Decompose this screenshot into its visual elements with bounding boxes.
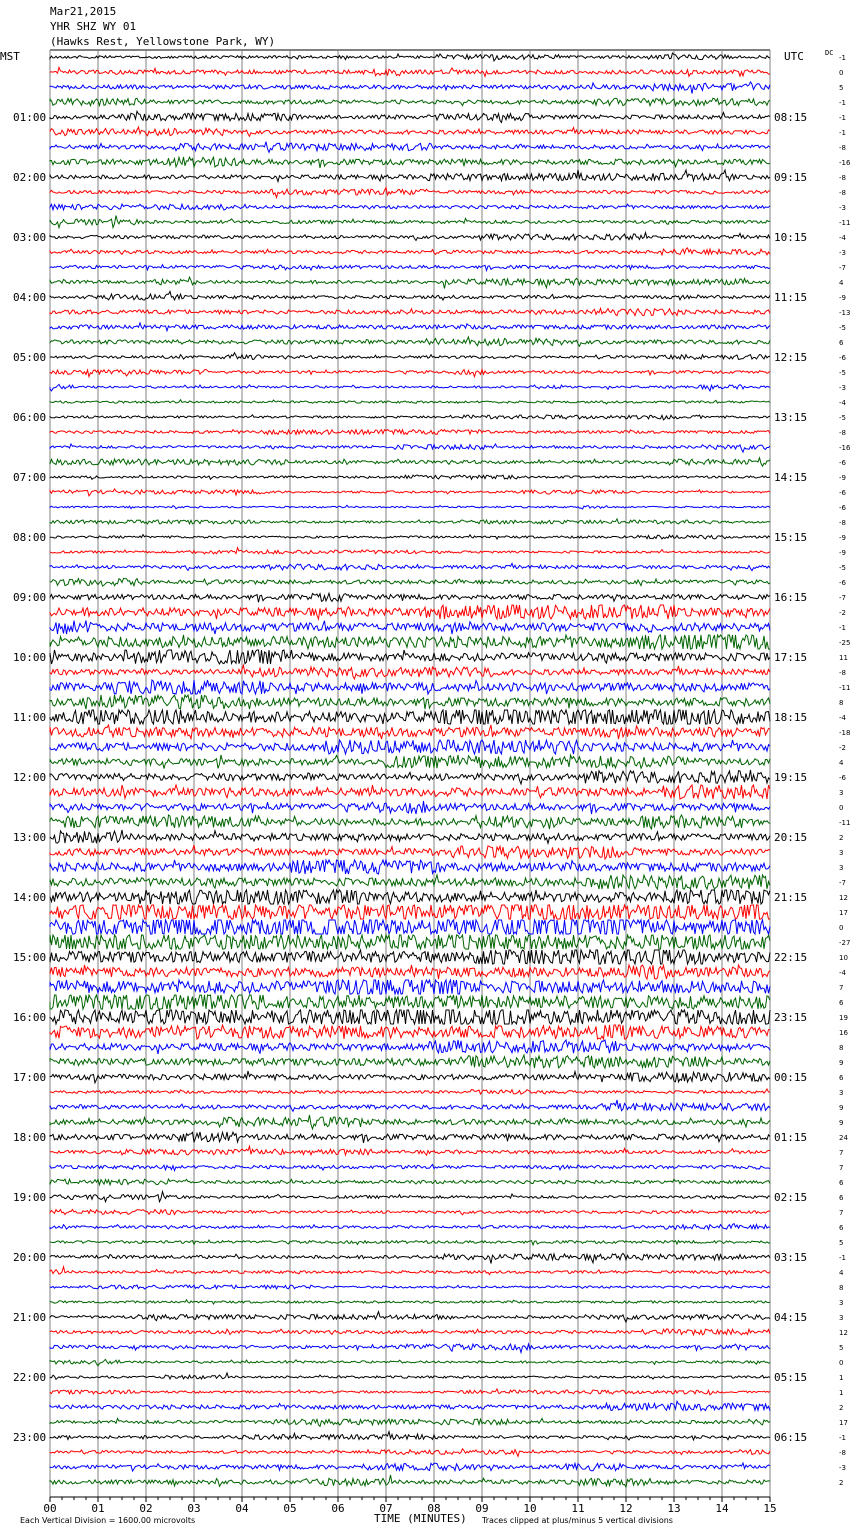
x-tick-label: 12 — [619, 1502, 633, 1515]
seismic-trace — [50, 308, 770, 315]
seismic-trace — [50, 1040, 770, 1054]
x-tick-label: 00 — [43, 1502, 57, 1515]
dc-offset-value: -3 — [839, 204, 846, 212]
left-hour-label: 22:00 — [13, 1371, 47, 1384]
left-hour-label: 13:00 — [13, 831, 47, 844]
seismic-trace — [50, 67, 770, 76]
seismic-trace — [50, 875, 770, 889]
seismic-trace — [50, 157, 770, 168]
dc-offset-value: 3 — [839, 789, 844, 797]
seismic-trace — [50, 995, 770, 1009]
right-hour-label: 22:15 — [774, 951, 808, 964]
dc-offset-value: 9 — [839, 1059, 844, 1067]
dc-offset-value: -2 — [839, 744, 846, 752]
left-hour-label: 09:00 — [13, 591, 47, 604]
left-hour-label: 20:00 — [13, 1251, 47, 1264]
dc-offset-value: 0 — [839, 1359, 844, 1367]
dc-offset-value: 0 — [839, 69, 844, 77]
seismic-trace — [50, 1253, 770, 1263]
seismic-trace — [50, 1300, 770, 1304]
dc-offset-value: -8 — [839, 174, 846, 182]
right-hour-label: 05:15 — [774, 1371, 808, 1384]
seismic-trace — [50, 920, 770, 934]
x-tick-label: 15 — [763, 1502, 777, 1515]
dc-offset-value: -4 — [839, 969, 846, 977]
dc-offset-value: 2 — [839, 1479, 844, 1487]
dc-offset-value: 0 — [839, 804, 844, 812]
seismic-trace — [50, 725, 770, 739]
left-hour-label: 11:00 — [13, 711, 47, 724]
chart-title-location: (Hawks Rest, Yellowstone Park, WY) — [50, 35, 276, 48]
seismic-trace — [50, 265, 770, 271]
seismic-trace — [50, 935, 770, 949]
seismic-trace — [50, 801, 770, 814]
left-hour-label: 04:00 — [13, 291, 47, 304]
dc-offset-value: -2 — [839, 609, 846, 617]
dc-offset-value: -25 — [839, 639, 850, 647]
dc-offset-value: 17 — [839, 909, 848, 917]
seismic-trace — [50, 353, 770, 360]
dc-offset-value: -5 — [839, 564, 846, 572]
seismic-trace — [50, 1401, 770, 1410]
dc-offset-value: 6 — [839, 1074, 844, 1082]
right-hour-label: 00:15 — [774, 1071, 808, 1084]
right-hour-label: 03:15 — [774, 1251, 808, 1264]
dc-offset-value: -9 — [839, 474, 846, 482]
seismic-trace — [50, 950, 770, 964]
dc-offset-value: -9 — [839, 534, 846, 542]
seismic-trace — [50, 384, 770, 390]
seismic-trace — [50, 1132, 770, 1143]
right-hour-label: 15:15 — [774, 531, 808, 544]
seismic-trace — [50, 1224, 770, 1230]
right-hour-label: 23:15 — [774, 1011, 808, 1024]
dc-offset-value: -1 — [839, 99, 846, 107]
left-hour-label: 16:00 — [13, 1011, 47, 1024]
dc-offset-value: -18 — [839, 729, 850, 737]
dc-offset-value: -4 — [839, 234, 846, 242]
dc-offset-value: 6 — [839, 999, 844, 1007]
seismic-trace — [50, 860, 770, 874]
seismic-trace — [50, 1449, 770, 1457]
seismic-trace — [50, 204, 770, 210]
dc-offset-value: -7 — [839, 879, 846, 887]
seismic-trace — [50, 233, 770, 241]
dc-offset-value: 3 — [839, 1299, 844, 1307]
dc-offset-value: -8 — [839, 669, 846, 677]
x-tick-label: 06 — [331, 1502, 345, 1515]
seismic-trace — [50, 1389, 770, 1395]
left-hour-label: 17:00 — [13, 1071, 47, 1084]
dc-offset-value: -1 — [839, 54, 846, 62]
seismic-trace — [50, 444, 770, 452]
x-tick-label: 13 — [667, 1502, 681, 1515]
left-hour-label: 19:00 — [13, 1191, 47, 1204]
dc-offset-value: -3 — [839, 1464, 846, 1472]
left-hour-label: 05:00 — [13, 351, 47, 364]
left-hour-label: 08:00 — [13, 531, 47, 544]
seismic-traces — [50, 53, 770, 1487]
dc-offset-value: 2 — [839, 1404, 844, 1412]
dc-offset-value: -3 — [839, 249, 846, 257]
chart-title-date: Mar21,2015 — [50, 5, 117, 18]
dc-offset-value: 9 — [839, 1119, 844, 1127]
right-hour-label: 18:15 — [774, 711, 808, 724]
dc-offset-value: 5 — [839, 84, 844, 92]
left-hour-label: 10:00 — [13, 651, 47, 664]
seismic-trace — [50, 563, 770, 570]
seismic-trace — [50, 1025, 770, 1039]
seismic-trace — [50, 215, 770, 227]
seismic-trace — [50, 680, 770, 694]
left-timezone-label: MST — [0, 50, 20, 63]
right-hour-label: 04:15 — [774, 1311, 808, 1324]
dc-offset-value: 3 — [839, 1089, 844, 1097]
dc-offset-value: 16 — [839, 1029, 848, 1037]
seismic-trace — [50, 593, 770, 602]
dc-offset-value: -6 — [839, 354, 846, 362]
dc-offset-value: -1 — [839, 624, 846, 632]
seismic-trace — [50, 505, 770, 509]
seismic-trace — [50, 548, 770, 554]
seismic-trace — [50, 665, 770, 679]
x-tick-label: 05 — [283, 1502, 297, 1515]
dc-offset-value: 6 — [839, 1224, 844, 1232]
dc-offset-value: -6 — [839, 579, 846, 587]
seismic-trace — [50, 291, 770, 300]
seismic-trace — [50, 1240, 770, 1245]
dc-offset-value: 4 — [839, 1269, 844, 1277]
dc-offset-value: -27 — [839, 939, 850, 947]
x-tick-label: 08 — [427, 1502, 441, 1515]
seismic-trace — [50, 53, 770, 61]
x-tick-label: 11 — [571, 1502, 585, 1515]
seismic-trace — [50, 519, 770, 524]
right-timezone-label: UTC — [784, 50, 804, 63]
dc-offset-value: 24 — [839, 1134, 848, 1142]
seismic-trace — [50, 127, 770, 136]
x-axis-label: TIME (MINUTES) — [374, 1512, 467, 1525]
dc-offset-value: -4 — [839, 714, 846, 722]
dc-offset-value: -1 — [839, 1434, 846, 1442]
seismic-trace — [50, 965, 770, 979]
x-tick-label: 14 — [715, 1502, 729, 1515]
dc-offset-value: -13 — [839, 309, 850, 317]
seismic-trace — [50, 830, 770, 843]
dc-offset-value: -5 — [839, 369, 846, 377]
dc-offset-value: 7 — [839, 1149, 844, 1157]
left-hour-label: 21:00 — [13, 1311, 47, 1324]
seismic-trace — [50, 1463, 770, 1471]
dc-offset-value: -11 — [839, 684, 850, 692]
seismic-trace — [50, 1432, 770, 1440]
dc-offset-value: 19 — [839, 1014, 848, 1022]
left-hour-label: 02:00 — [13, 171, 47, 184]
seismic-trace — [50, 1418, 770, 1426]
seismic-trace — [50, 1165, 770, 1171]
seismic-trace — [50, 475, 770, 479]
seismic-trace — [50, 785, 770, 799]
right-hour-label: 08:15 — [774, 111, 808, 124]
dc-offset-value: 4 — [839, 279, 844, 287]
dc-offset-value: 1 — [839, 1389, 844, 1397]
seismic-trace — [50, 1267, 770, 1275]
left-hour-label: 06:00 — [13, 411, 47, 424]
dc-offset-value: -11 — [839, 219, 850, 227]
seismic-trace — [50, 710, 770, 724]
dc-offset-value: -5 — [839, 414, 846, 422]
right-hour-label: 14:15 — [774, 471, 808, 484]
seismic-trace — [50, 890, 770, 904]
dc-offset-value: 8 — [839, 1044, 844, 1052]
right-hour-label: 13:15 — [774, 411, 808, 424]
left-hour-label: 15:00 — [13, 951, 47, 964]
seismic-trace — [50, 1055, 770, 1068]
seismic-trace — [50, 635, 770, 649]
left-hour-label: 01:00 — [13, 111, 47, 124]
x-tick-label: 09 — [475, 1502, 489, 1515]
seismic-trace — [50, 770, 770, 784]
dc-offset-value: -8 — [839, 144, 846, 152]
dc-offset-value: 8 — [839, 699, 844, 707]
dc-offset-value: 10 — [839, 954, 848, 962]
scale-note: Each Vertical Division = 1600.00 microvolts — [20, 1516, 196, 1525]
right-hour-label: 02:15 — [774, 1191, 808, 1204]
seismic-trace — [50, 1192, 770, 1202]
seismic-trace — [50, 1179, 770, 1185]
dc-offset-value: -5 — [839, 324, 846, 332]
seismic-trace — [50, 98, 770, 105]
seismic-trace — [50, 277, 770, 288]
left-hour-label: 14:00 — [13, 891, 47, 904]
dc-offset-value: -4 — [839, 399, 846, 407]
seismic-trace — [50, 535, 770, 539]
dc-offset-value: -6 — [839, 459, 846, 467]
seismic-trace — [50, 142, 770, 153]
x-tick-label: 02 — [139, 1502, 153, 1515]
seismic-trace — [50, 248, 770, 255]
seismic-trace — [50, 188, 770, 198]
seismic-trace — [50, 1344, 770, 1352]
seismic-trace — [50, 430, 770, 435]
seismic-trace — [50, 111, 770, 122]
seismic-trace — [50, 621, 770, 634]
dc-offset-value: 12 — [839, 1329, 848, 1337]
seismic-trace — [50, 578, 770, 586]
left-hour-label: 18:00 — [13, 1131, 47, 1144]
seismic-trace — [50, 82, 770, 94]
dc-offset-value: 1 — [839, 1374, 844, 1382]
seismic-trace — [50, 1359, 770, 1365]
dc-offset-value: -6 — [839, 504, 846, 512]
dc-offset-value: 11 — [839, 654, 848, 662]
seismic-trace — [50, 415, 770, 420]
seismic-trace — [50, 337, 770, 346]
seismic-trace — [50, 1373, 770, 1379]
seismic-trace — [50, 170, 770, 182]
seismic-trace — [50, 1115, 770, 1129]
dc-offset-value: 7 — [839, 1164, 844, 1172]
x-tick-label: 03 — [187, 1502, 201, 1515]
dc-offset-value: 0 — [839, 924, 844, 932]
seismic-trace — [50, 1010, 770, 1024]
dc-offset-value: -8 — [839, 519, 846, 527]
right-hour-label: 01:15 — [774, 1131, 808, 1144]
dc-offset-value: -9 — [839, 549, 846, 557]
dc-offset-value: -1 — [839, 1254, 846, 1262]
dc-offset-value: -8 — [839, 189, 846, 197]
clip-note: Traces clipped at plus/minus 5 vertical divisions — [482, 1516, 673, 1525]
right-hour-label: 17:15 — [774, 651, 808, 664]
dc-offset-value: 4 — [839, 759, 844, 767]
dc-offset-value: 6 — [839, 1179, 844, 1187]
dc-offset-value: -11 — [839, 819, 850, 827]
right-hour-label: 06:15 — [774, 1431, 808, 1444]
seismic-trace — [50, 980, 770, 994]
seismic-trace — [50, 815, 770, 829]
right-hour-label: 21:15 — [774, 891, 808, 904]
seismic-trace — [50, 755, 770, 769]
seismic-trace — [50, 1100, 770, 1111]
chart-title-station: YHR SHZ WY 01 — [50, 20, 137, 33]
right-hour-label: 19:15 — [774, 771, 808, 784]
seismic-trace — [50, 1475, 770, 1487]
dc-offset-value: -3 — [839, 384, 846, 392]
seismic-trace — [50, 1089, 770, 1094]
dc-offset-value: 3 — [839, 1314, 844, 1322]
left-hour-label: 12:00 — [13, 771, 47, 784]
dc-offset-value: 5 — [839, 1239, 844, 1247]
seismic-trace — [50, 905, 770, 919]
dc-offset-value: 12 — [839, 894, 848, 902]
x-tick-label: 01 — [91, 1502, 105, 1515]
dc-offset-value: -9 — [839, 294, 846, 302]
seismic-trace — [50, 400, 770, 404]
dc-offset-value: -7 — [839, 594, 846, 602]
dc-offset-header: DC — [825, 49, 834, 57]
dc-offset-value: -1 — [839, 114, 846, 122]
right-hour-label: 10:15 — [774, 231, 808, 244]
right-hour-label: 11:15 — [774, 291, 808, 304]
seismic-trace — [50, 1210, 770, 1215]
dc-offset-value: 9 — [839, 1104, 844, 1112]
seismic-trace — [50, 605, 770, 619]
dc-offset-value: 3 — [839, 849, 844, 857]
seismic-trace — [50, 370, 770, 377]
dc-offset-value: -16 — [839, 159, 850, 167]
seismic-trace — [50, 323, 770, 331]
seismic-trace — [50, 1146, 770, 1155]
dc-offset-value: -7 — [839, 264, 846, 272]
dc-offset-value: 2 — [839, 834, 844, 842]
left-hour-label: 23:00 — [13, 1431, 47, 1444]
dc-offset-value: 5 — [839, 1344, 844, 1352]
right-hour-label: 20:15 — [774, 831, 808, 844]
x-tick-label: 04 — [235, 1502, 249, 1515]
seismic-trace — [50, 458, 770, 466]
dc-offset-value: -6 — [839, 774, 846, 782]
dc-offset-value: 7 — [839, 1209, 844, 1217]
dc-offset-value: -8 — [839, 1449, 846, 1457]
dc-offset-value: -8 — [839, 429, 846, 437]
seismic-trace — [50, 845, 770, 859]
right-hour-label: 09:15 — [774, 171, 808, 184]
seismic-trace — [50, 489, 770, 496]
dc-offset-value: 17 — [839, 1419, 848, 1427]
right-hour-label: 12:15 — [774, 351, 808, 364]
right-hour-label: 16:15 — [774, 591, 808, 604]
dc-offset-value: -16 — [839, 444, 850, 452]
dc-offset-value: 6 — [839, 1194, 844, 1202]
seismic-trace — [50, 1329, 770, 1335]
seismic-trace — [50, 1312, 770, 1323]
seismic-trace — [50, 740, 770, 754]
dc-offset-value: -6 — [839, 489, 846, 497]
x-tick-label: 07 — [379, 1502, 393, 1515]
left-hour-label: 03:00 — [13, 231, 47, 244]
dc-offset-value: -1 — [839, 129, 846, 137]
dc-offset-value: 6 — [839, 339, 844, 347]
x-tick-label: 10 — [523, 1502, 537, 1515]
left-hour-label: 07:00 — [13, 471, 47, 484]
seismic-trace — [50, 695, 770, 709]
dc-offset-value: 3 — [839, 864, 844, 872]
dc-offset-value: 8 — [839, 1284, 844, 1292]
seismic-trace — [50, 1285, 770, 1289]
seismic-trace — [50, 650, 770, 664]
seismic-trace — [50, 1071, 770, 1083]
dc-offset-value: 7 — [839, 984, 844, 992]
